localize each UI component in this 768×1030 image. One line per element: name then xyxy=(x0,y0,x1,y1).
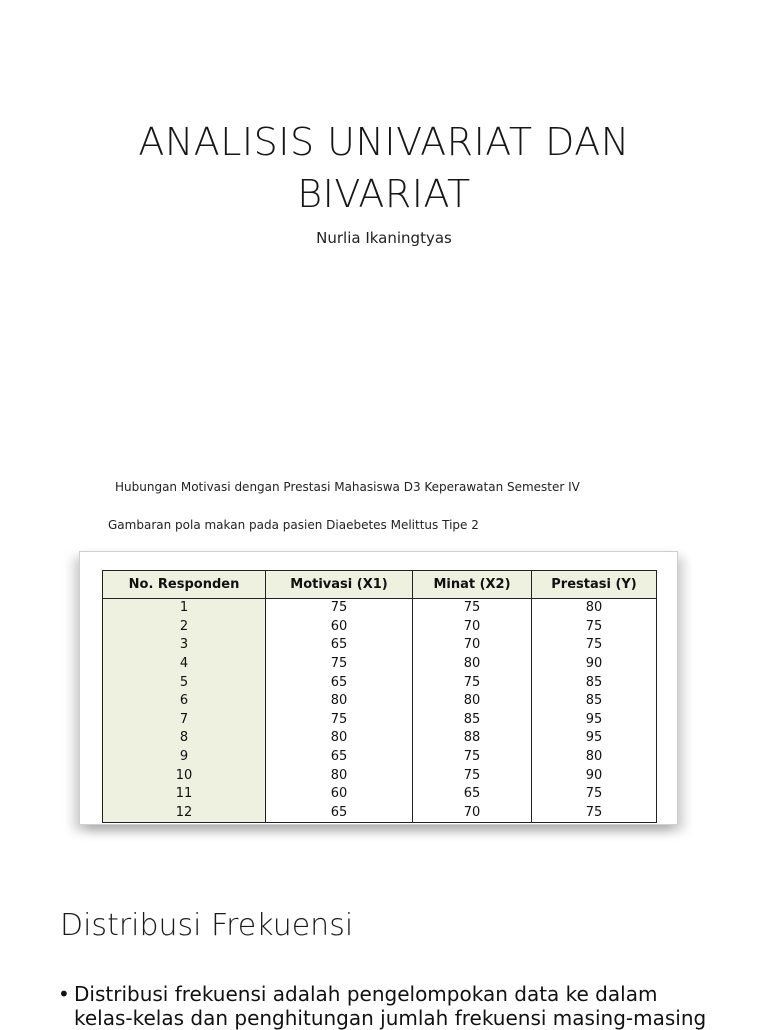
table-cell: 75 xyxy=(413,599,532,618)
table-cell: 65 xyxy=(266,636,413,655)
table-cell: 75 xyxy=(413,673,532,692)
title-line-1: ANALISIS UNIVARIAT DAN xyxy=(138,120,630,164)
table-cell: 70 xyxy=(413,636,532,655)
table-cell: 2 xyxy=(103,618,266,637)
table-cell: 90 xyxy=(532,655,657,674)
table-cell: 70 xyxy=(413,804,532,823)
table-row xyxy=(103,785,657,804)
table-cell: 80 xyxy=(532,748,657,767)
table-row xyxy=(103,673,657,692)
table-cell: 75 xyxy=(413,748,532,767)
table-cell: 88 xyxy=(413,729,532,748)
table-cell: 80 xyxy=(413,692,532,711)
table-cell: 10 xyxy=(103,766,266,785)
table-cell: 75 xyxy=(532,636,657,655)
table-cell: 11 xyxy=(103,785,266,804)
table-body xyxy=(103,599,657,823)
table-cell: 85 xyxy=(532,692,657,711)
header-minat: Minat (X2) xyxy=(413,571,532,599)
title-slide xyxy=(0,0,768,440)
table-cell: 60 xyxy=(266,618,413,637)
table-cell: 75 xyxy=(266,655,413,674)
bullet-text-line-2: kelas-kelas dan penghitungan jumlah frekuensi masing-masing xyxy=(74,1006,707,1030)
respondent-table xyxy=(102,570,657,823)
table-cell: 6 xyxy=(103,692,266,711)
table-cell: 8 xyxy=(103,729,266,748)
table-caption-2: Gambaran pola makan pada pasien Diaebetes Melittus Tipe 2 xyxy=(108,518,479,532)
table-cell: 7 xyxy=(103,711,266,730)
title-line-2: BIVARIAT xyxy=(297,172,471,216)
table-row xyxy=(103,766,657,785)
table-cell: 85 xyxy=(413,711,532,730)
table-cell: 65 xyxy=(266,673,413,692)
table-cell: 85 xyxy=(532,673,657,692)
table-cell: 80 xyxy=(266,729,413,748)
table-cell: 80 xyxy=(532,599,657,618)
table-cell: 90 xyxy=(532,766,657,785)
table-cell: 75 xyxy=(532,618,657,637)
table-cell: 65 xyxy=(413,785,532,804)
table-cell: 80 xyxy=(266,766,413,785)
header-motivasi: Motivasi (X1) xyxy=(266,571,413,599)
table-row xyxy=(103,636,657,655)
bullet-text-line-1: Distribusi frekuensi adalah pengelompokan data ke dalam xyxy=(74,982,658,1006)
table-row xyxy=(103,692,657,711)
table-cell: 75 xyxy=(266,599,413,618)
table-row xyxy=(103,618,657,637)
table-cell: 75 xyxy=(413,766,532,785)
table-cell: 95 xyxy=(532,729,657,748)
table-cell: 80 xyxy=(413,655,532,674)
table-row xyxy=(103,729,657,748)
table-cell: 70 xyxy=(413,618,532,637)
bullet-item xyxy=(58,982,758,1030)
table-row xyxy=(103,599,657,618)
table-cell: 12 xyxy=(103,804,266,823)
table-cell: 60 xyxy=(266,785,413,804)
table-header-row xyxy=(103,571,657,599)
table-cell: 80 xyxy=(266,692,413,711)
bullet-marker: • xyxy=(58,982,70,1006)
header-prestasi: Prestasi (Y) xyxy=(532,571,657,599)
header-no-responden: No. Responden xyxy=(103,571,266,599)
table-cell: 4 xyxy=(103,655,266,674)
table-row xyxy=(103,711,657,730)
author-name: Nurlia Ikaningtyas xyxy=(316,229,452,247)
table-cell: 75 xyxy=(266,711,413,730)
table-cell: 1 xyxy=(103,599,266,618)
table-cell: 65 xyxy=(266,804,413,823)
table-cell: 9 xyxy=(103,748,266,767)
table-cell: 95 xyxy=(532,711,657,730)
section-heading: Distribusi Frekuensi xyxy=(60,908,354,943)
table-row xyxy=(103,655,657,674)
table-cell: 3 xyxy=(103,636,266,655)
table-cell: 75 xyxy=(532,785,657,804)
table-row xyxy=(103,748,657,767)
table-cell: 75 xyxy=(532,804,657,823)
data-table-image xyxy=(79,551,678,825)
table-caption-1: Hubungan Motivasi dengan Prestasi Mahasiswa D3 Keperawatan Semester IV xyxy=(115,480,580,494)
table-cell: 5 xyxy=(103,673,266,692)
table-row xyxy=(103,804,657,823)
slide-title xyxy=(60,116,708,220)
table-cell: 65 xyxy=(266,748,413,767)
